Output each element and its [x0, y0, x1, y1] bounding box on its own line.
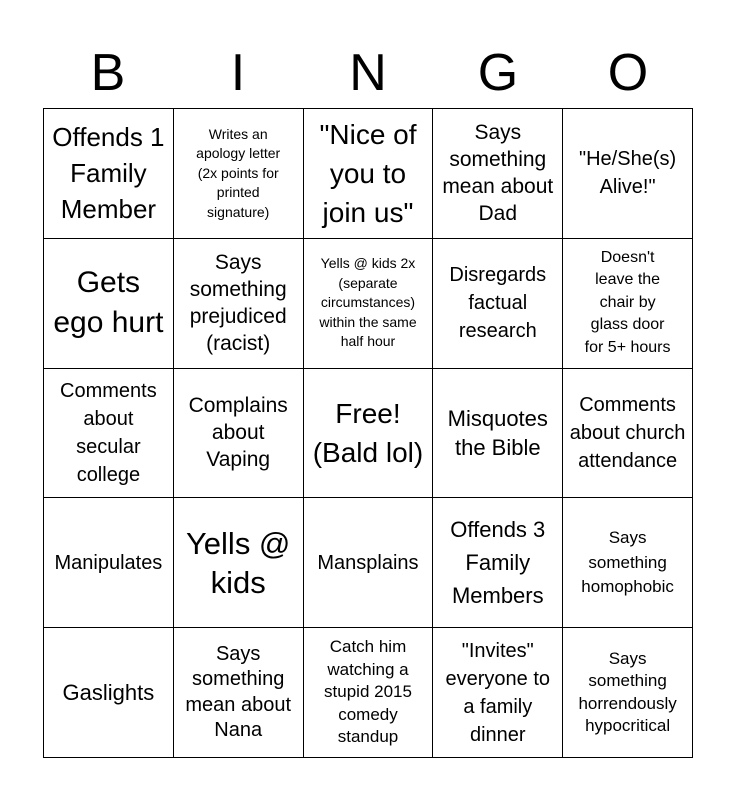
cell-text: Writes an apology letter (2x points for printed signature) [196, 125, 281, 220]
cell-text: "Nice of you to join us" [319, 118, 417, 228]
cell-text: Comments about secular college [60, 379, 157, 486]
header-letter-g: G [477, 44, 519, 102]
cell-text: Free! (Bald lol) [312, 397, 424, 468]
bingo-cell-r2c3[interactable] [304, 239, 434, 369]
cell-text: Says something mean about Nana [185, 642, 291, 742]
cell-text: Says something homophobic [581, 528, 674, 597]
header-letter-o: O [607, 44, 649, 102]
bingo-cell-r3c2[interactable] [174, 369, 304, 499]
cell-text: Doesn't leave the chair by glass door for 5+ hours [584, 248, 671, 356]
bingo-cell-r1c2[interactable] [174, 109, 304, 239]
bingo-cell-r4c1[interactable] [44, 498, 174, 628]
bingo-cell-r4c2[interactable] [174, 498, 304, 628]
header-letter-i: I [230, 44, 246, 102]
bingo-cell-r2c1[interactable] [44, 239, 174, 369]
cell-text: Catch him watching a stupid 2015 comedy standup [324, 637, 412, 747]
cell-text: Misquotes the Bible [447, 405, 548, 460]
bingo-cell-r5c1[interactable] [44, 628, 174, 758]
cell-text: Gets ego hurt [53, 266, 164, 340]
bingo-cell-r1c3[interactable] [304, 109, 434, 239]
bingo-grid [43, 108, 693, 758]
bingo-cell-r4c3[interactable] [304, 498, 434, 628]
bingo-cell-r2c4[interactable] [433, 239, 563, 369]
cell-text: Offends 1 Family Member [52, 122, 165, 225]
cell-text: Disregards factual research [449, 264, 547, 343]
header-letter-b: B [90, 44, 126, 102]
bingo-cell-r5c3[interactable] [304, 628, 434, 758]
cell-text: Yells @ kids 2x (separate circumstances) within the same half hour [319, 255, 417, 350]
cell-text: Complains about Vaping [188, 394, 288, 472]
cell-text: Gaslights [62, 680, 155, 706]
bingo-cell-r5c4[interactable] [433, 628, 563, 758]
bingo-cell-r3c4[interactable] [433, 369, 563, 499]
header-letter-n: N [349, 44, 387, 102]
bingo-cell-r1c5[interactable] [563, 109, 693, 239]
cell-text: Mansplains [317, 551, 419, 574]
bingo-cell-r2c5[interactable] [563, 239, 693, 369]
cell-text: Says something prejudiced (racist) [189, 251, 287, 356]
cell-text: Offends 3 Family Members [450, 517, 546, 609]
bingo-cell-r1c4[interactable] [433, 109, 563, 239]
bingo-cell-r4c4[interactable] [433, 498, 563, 628]
cell-text: Manipulates [54, 551, 163, 574]
bingo-cell-r3c3[interactable] [304, 369, 434, 499]
cell-text: Says something horrendously hypocritical [578, 648, 677, 736]
cell-text: Comments about church attendance [569, 393, 686, 472]
bingo-cell-r3c1[interactable] [44, 369, 174, 499]
cell-text: Says something mean about Dad [442, 121, 554, 226]
bingo-cell-r3c5[interactable] [563, 369, 693, 499]
bingo-cell-r5c5[interactable] [563, 628, 693, 758]
cell-text: "Invites" everyone to a family dinner [445, 639, 551, 746]
cell-text: "He/She(s) Alive!" [579, 148, 677, 199]
cell-text: Yells @ kids [185, 525, 291, 600]
bingo-cell-r1c1[interactable] [44, 109, 174, 239]
bingo-cell-r4c5[interactable] [563, 498, 693, 628]
bingo-header [43, 38, 693, 108]
bingo-cell-r2c2[interactable] [174, 239, 304, 369]
bingo-cell-r5c2[interactable] [174, 628, 304, 758]
